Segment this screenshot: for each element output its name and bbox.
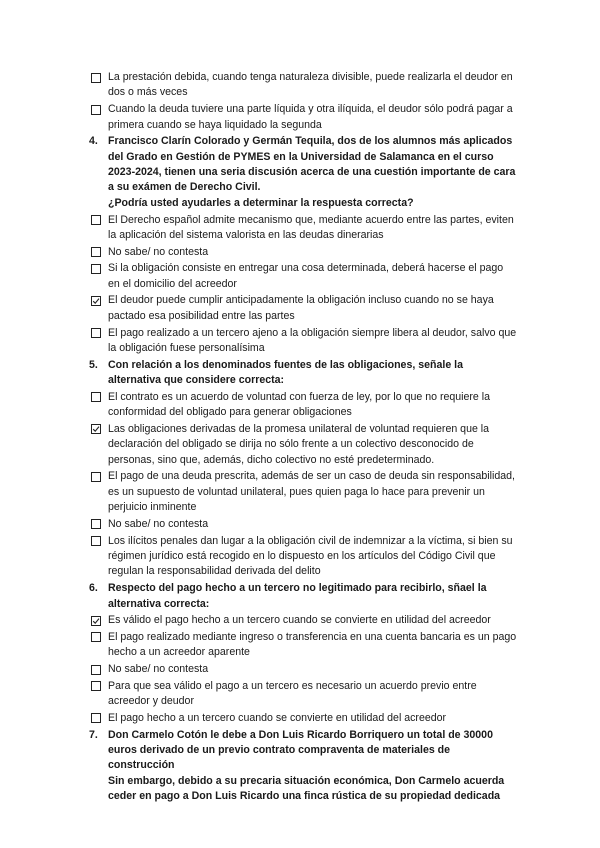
option-text: La prestación debida, cuando tenga naturaleza divisible, puede realizarla el deudor en dos o más veces [108, 71, 513, 99]
question-text: Sin embargo, debido a su precaria situación económica, Don Carmelo acuerda ceder en pago a Don Luis Ricardo una finca rústica de su propiedad dedicada [108, 774, 505, 803]
option-text: El pago realizado a un tercero ajeno a la obligación siempre libera al deudor, salvo que la obligación fuese personalísima [108, 326, 517, 354]
question-text: Con relación a los denominados fuentes de las obligaciones, señale la alternativa que considere correcta: [108, 358, 463, 387]
checkbox[interactable] [91, 215, 101, 225]
answer-option [89, 613, 517, 628]
answer-option [89, 534, 517, 580]
answer-option [89, 711, 517, 726]
answer-option [89, 245, 517, 260]
question-text: Respecto del pago hecho a un tercero no legitimado para recibirlo, sñael la alternativa correcta: [108, 582, 487, 610]
checkbox[interactable] [91, 632, 101, 642]
option-text: Si la obligación consiste en entregar una cosa determinada, deberá hacerse el pago en el domicilio del acreedor [108, 262, 504, 290]
option-text: Es válido el pago hecho a un tercero cuando se convierte en utilidad del acreedor [108, 614, 491, 627]
option-text: Cuando la deuda tuviere una parte líquida y otra ilíquida, el deudor sólo podrá pagar a primera cuando se haya liquidado la segunda [108, 103, 513, 131]
checkbox[interactable] [91, 264, 101, 274]
option-text: El pago realizado mediante ingreso o transferencia en una cuenta bancaria es un pago hecho a un acreedor aparente [108, 630, 517, 659]
question-number: 5. [89, 358, 98, 371]
question-heading [89, 358, 517, 389]
question-list [89, 70, 517, 806]
answer-option [89, 517, 517, 532]
option-text: No sabe/ no contesta [108, 245, 209, 258]
option-text: El Derecho español admite mecanismo que, mediante acuerdo entre las partes, eviten la aplicación del sistema valorista en las deudas dinerarias [108, 213, 514, 241]
option-text: El contrato es un acuerdo de voluntad con fuerza de ley, por lo que no requiere la conformidad del obligado para generar obligaciones [108, 390, 491, 419]
checkbox[interactable] [91, 73, 101, 83]
option-text: No sabe/ no contesta [108, 517, 209, 530]
checkbox[interactable] [91, 536, 101, 546]
question-number: 4. [89, 135, 98, 148]
question-text: ¿Podría usted ayudarles a determinar la respuesta correcta? [108, 196, 414, 209]
answer-option [89, 662, 517, 677]
checkbox[interactable] [91, 392, 101, 402]
option-text: El deudor puede cumplir anticipadamente la obligación incluso cuando no se haya pactado esa posibilidad entre las partes [108, 294, 494, 322]
option-text: Para que sea válido el pago a un tercero es necesario un acuerdo previo entre acreedor y deudor [108, 679, 477, 708]
checkbox[interactable] [91, 247, 101, 257]
answer-option [89, 293, 517, 324]
checkbox[interactable] [91, 519, 101, 529]
question-text: Don Carmelo Cotón le debe a Don Luis Ricardo Borriquero un total de 30000 euros derivado de un previo contrato compraventa de materiales de construcción [108, 728, 493, 772]
question-text: Francisco Clarín Colorado y Germán Tequila, dos de los alumnos más aplicados del Grado en Gestión de PYMES en la Universidad de Salamanca en el curso 2023-2024, tienen una seria discusión acerca de una cuestión importante de cara a su exámen de Derecho Civil. [108, 135, 516, 194]
checkbox-checked[interactable] [91, 616, 101, 626]
answer-option [89, 70, 517, 101]
answer-option [89, 390, 517, 421]
answer-option [89, 679, 517, 710]
question-heading [89, 581, 517, 612]
answer-option [89, 213, 517, 244]
answer-option [89, 630, 517, 661]
checkbox[interactable] [91, 105, 101, 115]
checkbox[interactable] [91, 665, 101, 675]
answer-option [89, 261, 517, 292]
checkbox-checked[interactable] [91, 296, 101, 306]
question-number: 7. [89, 728, 98, 741]
question-heading [89, 134, 517, 211]
answer-option [89, 422, 517, 468]
answer-option [89, 326, 517, 357]
checkbox[interactable] [91, 681, 101, 691]
option-text: El pago de una deuda prescrita, además de ser un caso de deuda sin responsabilidad, es un supuesto de voluntad unilateral, pues quien paga lo hace para prevenir un perjuicio inminente [108, 470, 515, 514]
option-text: El pago hecho a un tercero cuando se convierte en utilidad del acreedor [108, 711, 447, 724]
checkbox[interactable] [91, 328, 101, 338]
question-heading [89, 728, 517, 805]
answer-option [89, 102, 517, 133]
option-text: Los ilícitos penales dan lugar a la obligación civil de indemnizar a la víctima, si bien su régimen jurídico está recogido en lo dispuesto en los artículos del Código Civil que regulan la responsabilidad derivada del delito [108, 534, 513, 578]
checkbox[interactable] [91, 713, 101, 723]
option-text: Las obligaciones derivadas de la promesa unilateral de voluntad requieren que la declaración del obligado se dirija no sólo frente a un colectivo desconocido de personas, sino que, además, dicho colectivo no esté predeterminado. [108, 422, 490, 466]
option-text: No sabe/ no contesta [108, 663, 209, 676]
checkbox[interactable] [91, 472, 101, 482]
answer-option [89, 469, 517, 515]
question-number: 6. [89, 582, 98, 595]
checkbox-checked[interactable] [91, 424, 101, 434]
